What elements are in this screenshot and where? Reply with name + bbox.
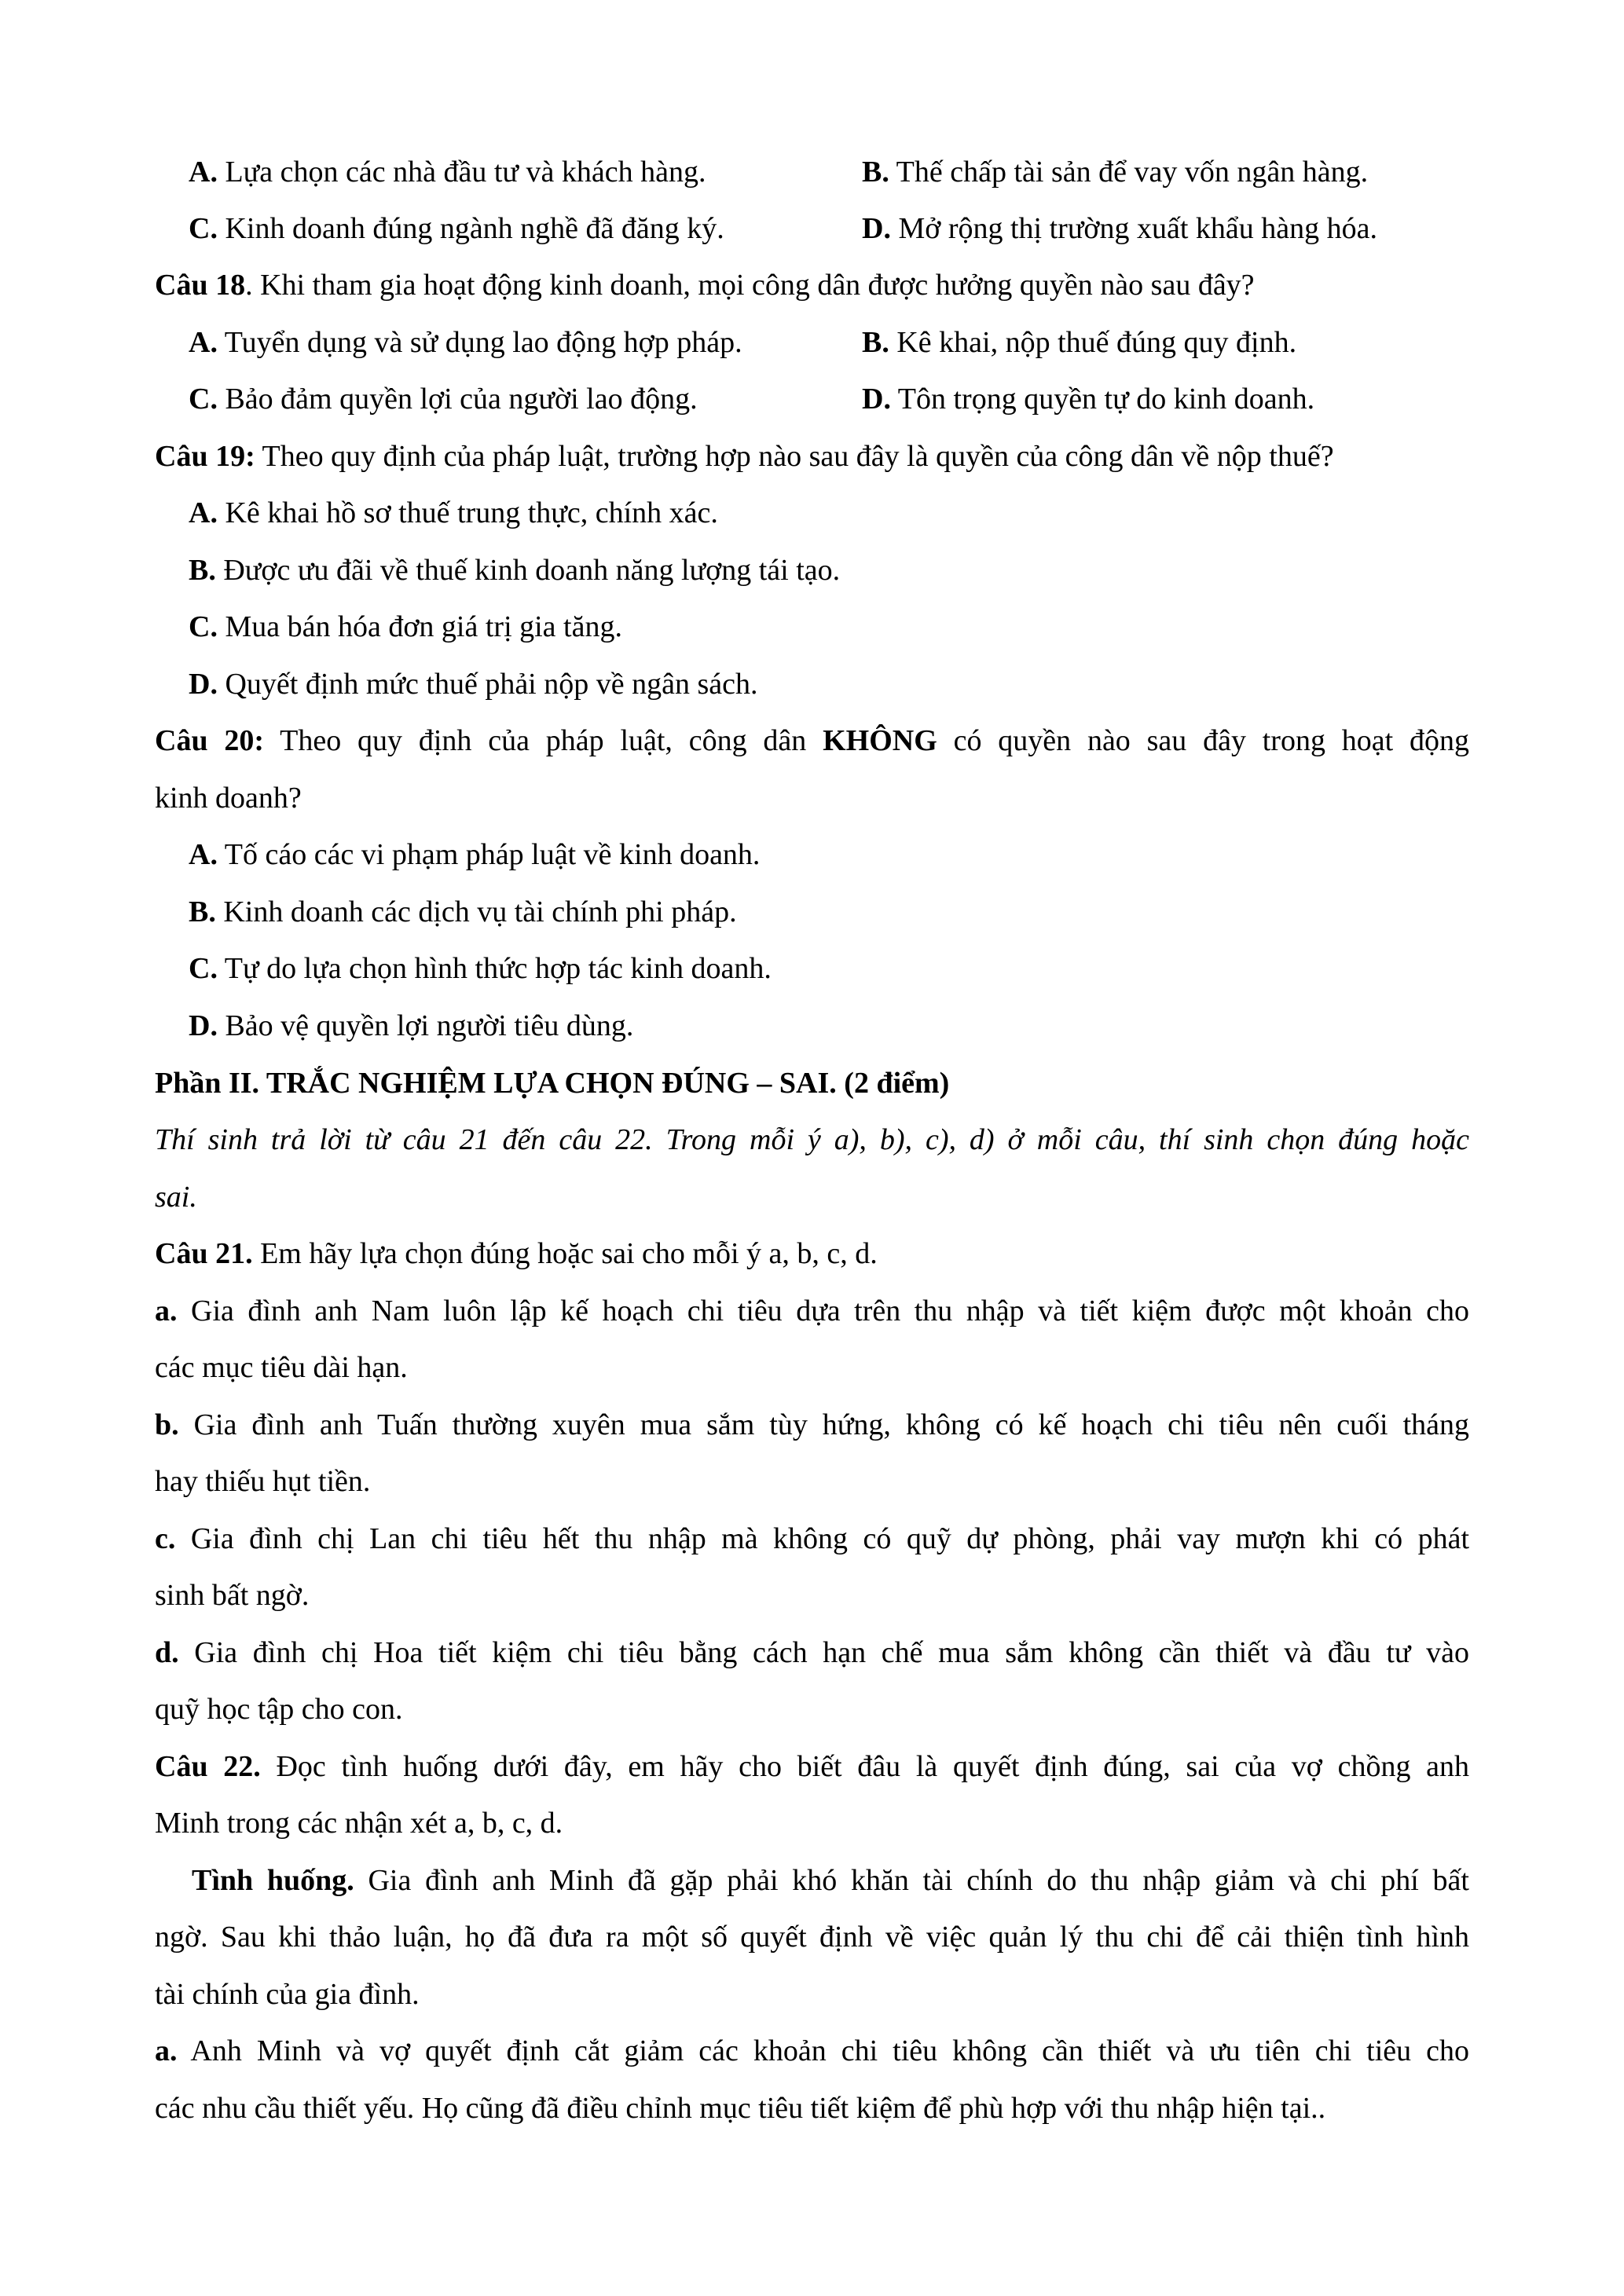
q22-situation [192, 1862, 1469, 1899]
question-label: Câu 19: [155, 440, 255, 473]
option-letter: A. [189, 156, 218, 189]
statement-text: Gia đình chị Hoa tiết kiệm chi tiêu bằng cách hạn chế mua sắm không cần thiết và đầu tư vào [178, 1636, 1469, 1669]
q22-statement-a-line2: các nhu cầu thiết yếu. Họ cũng đã điều chỉnh mục tiêu tiết kiệm để phù hợp với thu nhập hiện tại.. [155, 2092, 1326, 2125]
q18-stem [155, 267, 1255, 303]
section-heading: Phần II. TRẮC NGHIỆM LỰA CHỌN ĐÚNG – SAI. (2 điểm) [155, 1067, 950, 1100]
option-text: Quyết định mức thuế phải nộp về ngân sách. [217, 668, 758, 701]
option-text: Tuyển dụng và sử dụng lao động hợp pháp. [217, 326, 742, 359]
q20-option-b [189, 894, 737, 930]
question-text: Theo quy định của pháp luật, công dân [264, 724, 823, 757]
q17-option-b [862, 154, 1368, 190]
q20-option-a [189, 837, 760, 873]
option-text: Mua bán hóa đơn giá trị gia tăng. [217, 610, 622, 643]
option-letter: C. [189, 212, 218, 245]
option-text: Được ưu đãi về thuế kinh doanh năng lượng tái tạo. [215, 554, 841, 587]
section-instruction-line2: sai. [155, 1181, 197, 1214]
option-letter: D. [862, 212, 891, 245]
q17-option-c [189, 211, 724, 247]
statement-text: Gia đình anh Tuấn thường xuyên mua sắm tùy hứng, không có kế hoạch chi tiêu nên cuối tháng [178, 1408, 1469, 1441]
q19-option-a [189, 495, 718, 531]
situation-text: Gia đình anh Minh đã gặp phải khó khăn tài chính do thu nhập giảm và chi phí bất [354, 1864, 1469, 1897]
q21-statement-d [155, 1635, 1469, 1671]
statement-text: Gia đình anh Nam luôn lập kế hoạch chi tiêu dựa trên thu nhập và tiết kiệm được một khoản cho [177, 1294, 1469, 1327]
q18-option-d [862, 381, 1314, 417]
statement-text: Anh Minh và vợ quyết định cắt giảm các khoản chi tiêu không cần thiết và ưu tiên chi tiêu cho [177, 2034, 1469, 2067]
q22-situation-line2: ngờ. Sau khi thảo luận, họ đã đưa ra một số quyết định về việc quản lý thu chi để cải thiện tình hình [155, 1921, 1469, 1954]
option-text: Kê khai, nộp thuế đúng quy định. [889, 326, 1297, 359]
option-text: Lựa chọn các nhà đầu tư và khách hàng. [217, 156, 706, 189]
q19-stem [155, 438, 1334, 474]
statement-letter: a. [155, 1294, 178, 1327]
q17-option-d [862, 211, 1377, 247]
statement-text: Gia đình chị Lan chi tiêu hết thu nhập mà không có quỹ dự phòng, phải vay mượn khi có phát [175, 1522, 1469, 1555]
q20-stem-line2: kinh doanh? [155, 782, 302, 815]
question-text: . Khi tham gia hoạt động kinh doanh, mọi công dân được hưởng quyền nào sau đây? [245, 269, 1255, 302]
question-text: có quyền nào sau đây trong hoạt động [937, 724, 1470, 757]
option-text: Bảo đảm quyền lợi của người lao động. [217, 383, 698, 416]
q19-option-c [189, 609, 622, 645]
emphasis-text: KHÔNG [823, 724, 937, 757]
q22-stem [155, 1749, 1469, 1785]
question-text: Theo quy định của pháp luật, trường hợp nào sau đây là quyền của công dân về nộp thuế? [255, 440, 1334, 473]
option-text: Thế chấp tài sản để vay vốn ngân hàng. [889, 156, 1369, 189]
option-text: Tự do lựa chọn hình thức hợp tác kinh doanh. [217, 952, 772, 985]
option-text: Kê khai hồ sơ thuế trung thực, chính xác. [217, 496, 718, 529]
q21-statement-a [155, 1293, 1469, 1329]
question-text: Đọc tình huống dưới đây, em hãy cho biết đâu là quyết định đúng, sai của vợ chồng anh [260, 1750, 1469, 1783]
statement-letter: a. [155, 2034, 178, 2067]
q21-statement-b-line2: hay thiếu hụt tiền. [155, 1465, 371, 1498]
option-text: Bảo vệ quyền lợi người tiêu dùng. [217, 1009, 634, 1042]
situation-label: Tình huống. [192, 1864, 354, 1897]
q18-option-a [189, 324, 742, 361]
q22-statement-a [155, 2033, 1469, 2069]
q20-option-d [189, 1008, 633, 1044]
option-letter: D. [862, 383, 891, 416]
section-instruction: Thí sinh trả lời từ câu 21 đến câu 22. Trong mỗi ý a), b), c), d) ở mỗi câu, thí sinh chọn đúng hoặc [155, 1123, 1469, 1156]
option-text: Kinh doanh đúng ngành nghề đã đăng ký. [217, 212, 724, 245]
question-text: Em hãy lựa chọn đúng hoặc sai cho mỗi ý a, b, c, d. [252, 1237, 878, 1270]
option-text: Kinh doanh các dịch vụ tài chính phi pháp. [215, 895, 737, 928]
option-letter: A. [189, 838, 218, 871]
option-letter: B. [189, 895, 216, 928]
option-letter: C. [189, 952, 218, 985]
q21-statement-b [155, 1407, 1469, 1443]
q18-option-c [189, 381, 698, 417]
q21-statement-d-line2: quỹ học tập cho con. [155, 1693, 403, 1726]
statement-letter: c. [155, 1522, 176, 1555]
option-letter: B. [862, 156, 889, 189]
question-label: Câu 22. [155, 1750, 261, 1783]
option-letter: C. [189, 610, 218, 643]
q21-statement-c-line2: sinh bất ngờ. [155, 1579, 310, 1612]
statement-letter: d. [155, 1636, 179, 1669]
question-label: Câu 21. [155, 1237, 253, 1270]
option-letter: D. [189, 1009, 218, 1042]
q21-statement-a-line2: các mục tiêu dài hạn. [155, 1351, 408, 1384]
option-letter: A. [189, 496, 218, 529]
q18-option-b [862, 324, 1296, 361]
option-letter: B. [189, 554, 216, 587]
option-letter: A. [189, 326, 218, 359]
q19-option-d [189, 666, 758, 702]
q17-option-a [189, 154, 706, 190]
q21-statement-c [155, 1521, 1469, 1557]
q20-stem [155, 723, 1469, 759]
q19-option-b [189, 552, 840, 588]
option-text: Tố cáo các vi phạm pháp luật về kinh doanh. [217, 838, 761, 871]
q20-option-c [189, 950, 772, 987]
option-text: Tôn trọng quyền tự do kinh doanh. [890, 383, 1315, 416]
q21-stem [155, 1236, 878, 1272]
q22-stem-line2: Minh trong các nhận xét a, b, c, d. [155, 1807, 563, 1840]
q22-situation-line3: tài chính của gia đình. [155, 1978, 420, 2011]
option-letter: B. [862, 326, 889, 359]
statement-letter: b. [155, 1408, 179, 1441]
option-letter: C. [189, 383, 218, 416]
option-text: Mở rộng thị trường xuất khẩu hàng hóa. [890, 212, 1378, 245]
question-label: Câu 18 [155, 269, 246, 302]
option-letter: D. [189, 668, 218, 701]
question-label: Câu 20: [155, 724, 265, 757]
